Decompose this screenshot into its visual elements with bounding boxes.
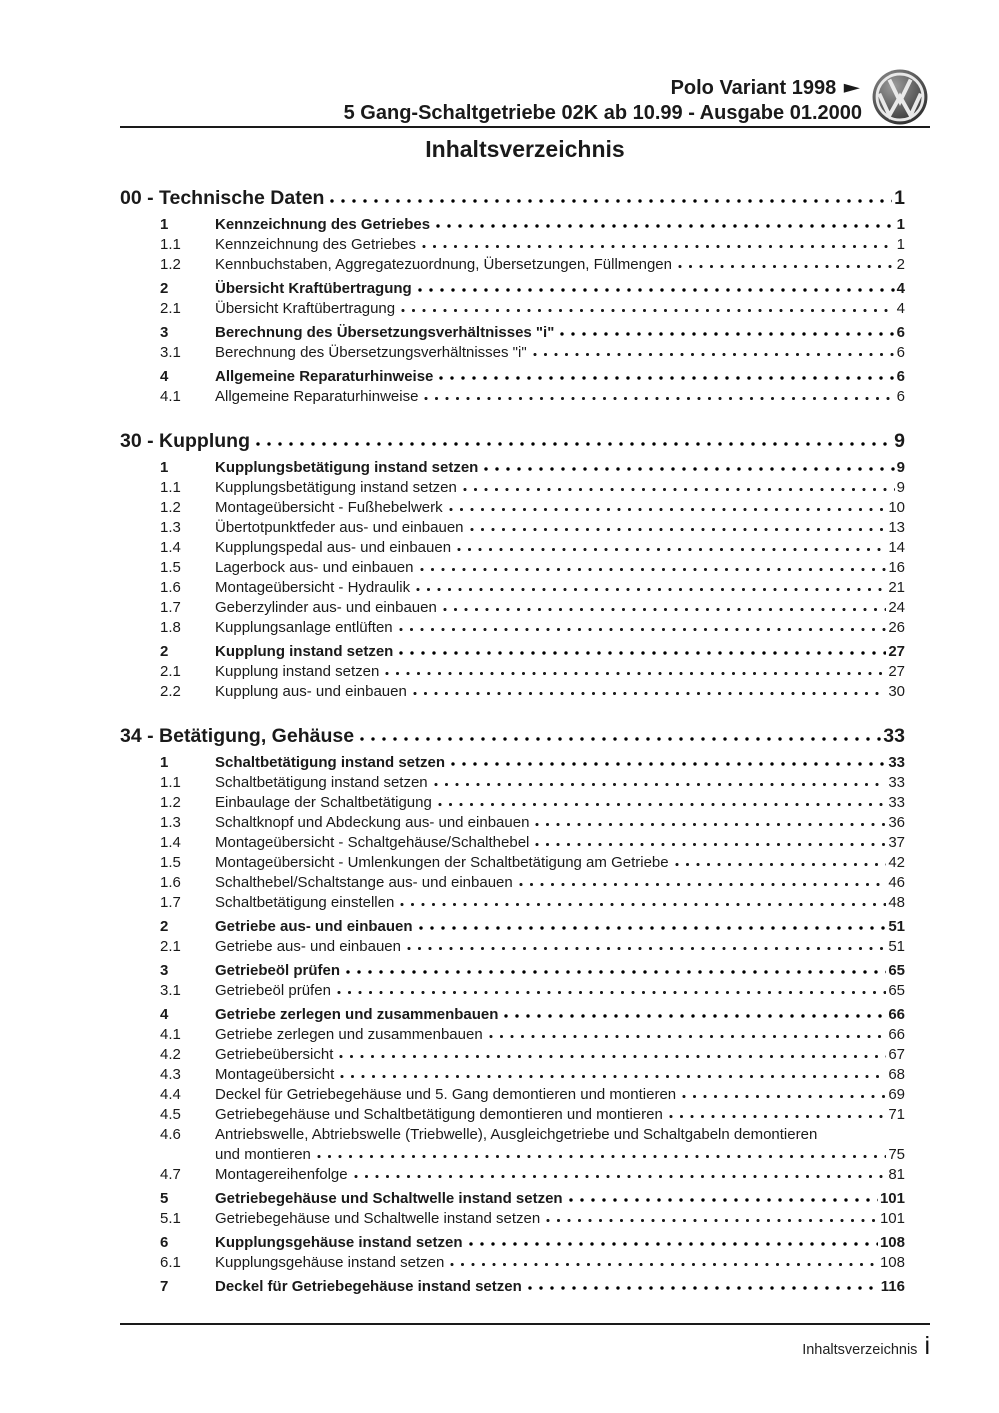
entry-number: 1.2	[160, 256, 181, 273]
entry-title: Schalthebel/Schaltstange aus- und einbauen	[215, 874, 513, 891]
entry-number: 4.1	[160, 388, 181, 405]
toc-entry	[120, 1125, 905, 1145]
entry-page-number: 14	[888, 539, 905, 556]
dot-leader	[489, 1034, 887, 1039]
dot-leader	[439, 375, 894, 381]
entry-number: 1.8	[160, 619, 181, 636]
dot-leader	[436, 223, 895, 229]
entry-page-number: 36	[888, 814, 905, 831]
chapter-title: 34 - Betätigung, Gehäuse	[120, 725, 355, 747]
entry-title: Montageübersicht - Hydraulik	[215, 579, 411, 596]
toc-entry	[120, 753, 905, 773]
entry-title: Kennzeichnung des Getriebes	[215, 216, 431, 233]
entry-number: 4.7	[160, 1166, 181, 1183]
toc-entry	[120, 773, 905, 793]
footer-divider	[120, 1323, 930, 1325]
entry-title: Montageübersicht - Fußhebelwerk	[215, 499, 443, 516]
entry-page-number: 51	[888, 918, 905, 935]
dot-leader	[463, 487, 895, 492]
entry-title: Getriebeöl prüfen	[215, 962, 341, 979]
toc-entry	[120, 937, 905, 957]
toc-entry	[120, 793, 905, 813]
dot-leader	[535, 842, 886, 847]
footer-page-number: i	[924, 1332, 930, 1360]
dot-leader	[669, 1114, 886, 1119]
entry-number: 1	[160, 216, 169, 233]
dot-leader	[535, 822, 886, 827]
entry-title: Allgemeine Reparaturhinweise	[215, 368, 434, 385]
entry-title: Lagerbock aus- und einbauen	[215, 559, 414, 576]
entry-page-number: 26	[888, 619, 905, 636]
entry-page-number: 71	[888, 1106, 905, 1123]
entry-page-number: 65	[888, 982, 905, 999]
entry-page-number: 65	[888, 962, 905, 979]
dot-leader	[399, 627, 887, 632]
dot-leader	[450, 1262, 878, 1267]
dot-leader	[457, 547, 886, 552]
model-arrow-icon: ►	[838, 79, 866, 97]
toc-entry	[120, 917, 905, 937]
entry-title: Geberzylinder aus- und einbauen	[215, 599, 437, 616]
entry-number: 2.1	[160, 663, 181, 680]
entry-title: Übersicht Kraftübertragung	[215, 300, 396, 317]
toc-entry	[120, 323, 905, 343]
entry-page-number: 33	[888, 774, 905, 791]
dot-leader	[469, 1241, 878, 1247]
toc-entry	[120, 387, 905, 407]
entry-page-number: 30	[888, 683, 905, 700]
entry-title: Kupplungsbetätigung instand setzen	[215, 459, 479, 476]
table-of-contents	[120, 186, 905, 1297]
entry-title: Übersicht Kraftübertragung	[215, 280, 412, 297]
entry-title: Berechnung des Übersetzungsverhältnisses "i"	[215, 324, 555, 341]
dot-leader	[419, 925, 887, 931]
entry-page-number: 67	[888, 1046, 905, 1063]
entry-number: 1.6	[160, 579, 181, 596]
toc-entry	[120, 255, 905, 275]
entry-number: 6	[160, 1234, 169, 1251]
dot-leader	[420, 567, 887, 572]
entry-number: 3	[160, 962, 169, 979]
entry-title: Deckel für Getriebegehäuse instand setzen	[215, 1278, 522, 1295]
entry-page-number: 1	[896, 236, 905, 253]
toc-chapter-row	[120, 724, 905, 748]
entry-page-number: 1	[896, 216, 905, 233]
entry-title: Montagereihenfolge	[215, 1166, 348, 1183]
entry-number: 1.4	[160, 539, 181, 556]
toc-entry	[120, 662, 905, 682]
entry-title: Kupplungsanlage entlüften	[215, 619, 393, 636]
entry-title: Getriebeübersicht	[215, 1046, 334, 1063]
toc-entry	[120, 598, 905, 618]
chapter-title: 30 - Kupplung	[120, 430, 250, 452]
vw-logo-icon	[872, 69, 928, 125]
dot-leader	[682, 1094, 886, 1099]
dot-leader	[416, 587, 886, 592]
entry-number: 1	[160, 754, 169, 771]
entry-page-number: 81	[888, 1166, 905, 1183]
entry-page-number: 116	[880, 1278, 905, 1295]
entry-number: 1.3	[160, 814, 181, 831]
entry-page-number: 33	[888, 754, 905, 771]
entry-page-number: 4	[896, 280, 905, 297]
entry-title: Schaltknopf und Abdeckung aus- und einbauen	[215, 814, 530, 831]
entry-number: 3	[160, 324, 169, 341]
entry-number: 1.1	[160, 236, 181, 253]
entry-number: 2	[160, 918, 169, 935]
entry-number: 1.5	[160, 559, 181, 576]
entry-number: 2.1	[160, 300, 181, 317]
dot-leader	[340, 1074, 886, 1079]
entry-number: 1.3	[160, 519, 181, 536]
entry-title: Schaltbetätigung instand setzen	[215, 774, 428, 791]
dot-leader	[569, 1197, 878, 1203]
page-footer	[802, 1334, 930, 1359]
toc-entry	[120, 1253, 905, 1273]
entry-number: 2.2	[160, 683, 181, 700]
entry-page-number: 66	[888, 1026, 905, 1043]
toc-entry	[120, 1105, 905, 1125]
entry-page-number: 27	[888, 663, 905, 680]
toc-entry	[120, 1005, 905, 1025]
entry-page-number: 27	[888, 643, 905, 660]
entry-page-number: 13	[888, 519, 905, 536]
entry-title: Kennzeichnung des Getriebes	[215, 236, 416, 253]
entry-page-number: 9	[896, 479, 905, 496]
toc-section	[120, 186, 905, 407]
entry-page-number: 9	[896, 459, 905, 476]
entry-page-number: 108	[879, 1234, 905, 1251]
entry-title: Kupplungspedal aus- und einbauen	[215, 539, 452, 556]
chapter-title: 00 - Technische Daten	[120, 187, 325, 209]
entry-number: 1.7	[160, 894, 181, 911]
entry-title: Getriebe zerlegen und zusammenbauen	[215, 1006, 499, 1023]
toc-entry	[120, 215, 905, 235]
entry-number: 2	[160, 280, 169, 297]
header-model-line	[344, 76, 866, 101]
entry-title: Getriebegehäuse und Schaltwelle instand setzen	[215, 1190, 563, 1207]
entry-number: 2.1	[160, 938, 181, 955]
toc-entry	[120, 458, 905, 478]
dot-leader	[330, 198, 892, 204]
toc-entry	[120, 578, 905, 598]
entry-title: Getriebe aus- und einbauen	[215, 938, 401, 955]
entry-title: Kupplungsgehäuse instand setzen	[215, 1254, 445, 1271]
toc-entry	[120, 833, 905, 853]
entry-number: 4.5	[160, 1106, 181, 1123]
entry-number: 1.4	[160, 834, 181, 851]
toc-entry	[120, 367, 905, 387]
toc-entry	[120, 1045, 905, 1065]
entry-number: 4	[160, 368, 169, 385]
dot-leader	[438, 802, 886, 807]
entry-number: 5.1	[160, 1210, 181, 1227]
dot-leader	[484, 466, 894, 472]
entry-title: Berechnung des Übersetzungsverhältnisses "i"	[215, 344, 527, 361]
toc-entry	[120, 682, 905, 702]
toc-chapter-row	[120, 429, 905, 453]
entry-number: 1.1	[160, 774, 181, 791]
entry-title: Getriebe zerlegen und zusammenbauen	[215, 1026, 483, 1043]
dot-leader	[424, 396, 894, 401]
entry-title: Kupplungsbetätigung instand setzen	[215, 479, 457, 496]
dot-leader	[399, 650, 886, 656]
header-text	[343, 76, 866, 126]
toc-section	[120, 429, 905, 702]
header-model-label: Polo Variant 1998	[670, 77, 837, 99]
chapter-page-number: 33	[883, 725, 905, 747]
toc-entry	[120, 1189, 905, 1209]
entry-page-number: 48	[888, 894, 905, 911]
entry-page-number: 16	[888, 559, 905, 576]
entry-title: Schaltbetätigung instand setzen	[215, 754, 446, 771]
entry-number: 3.1	[160, 982, 181, 999]
entry-title: Montageübersicht - Schaltgehäuse/Schalthebel	[215, 834, 530, 851]
page-title: Inhaltsverzeichnis	[425, 136, 625, 162]
toc-entry	[120, 498, 905, 518]
header-edition-line: 5 Gang-Schaltgetriebe 02K ab 10.99 - Ausgabe 01.2000	[343, 102, 862, 124]
entry-page-number: 21	[888, 579, 905, 596]
entry-page-number: 51	[888, 938, 905, 955]
toc-entry	[120, 618, 905, 638]
toc-chapter-row	[120, 186, 905, 210]
dot-leader	[434, 782, 887, 787]
toc-entry	[120, 1085, 905, 1105]
dot-leader	[400, 902, 886, 907]
dot-leader	[256, 441, 892, 447]
entry-number: 5	[160, 1190, 169, 1207]
dot-leader	[560, 331, 894, 337]
toc-entry	[120, 558, 905, 578]
entry-number: 3.1	[160, 344, 181, 361]
toc-section	[120, 724, 905, 1297]
entry-page-number: 4	[896, 300, 905, 317]
toc-entry	[120, 343, 905, 363]
dot-leader	[360, 736, 881, 742]
entry-title: Getriebe aus- und einbauen	[215, 918, 413, 935]
dot-leader	[546, 1218, 878, 1223]
toc-entry-continuation	[120, 1145, 905, 1165]
toc-entry	[120, 235, 905, 255]
dot-leader	[346, 969, 886, 975]
entry-title: Antriebswelle, Abtriebswelle (Triebwelle), Ausgleichgetriebe und Schaltgabeln demontieren	[215, 1126, 818, 1143]
toc-entry	[120, 961, 905, 981]
entry-title: Kennbuchstaben, Aggregatezuordnung, Übersetzungen, Füllmengen	[215, 256, 672, 273]
entry-page-number: 10	[888, 499, 905, 516]
dot-leader	[533, 352, 895, 357]
dot-leader	[339, 1054, 886, 1059]
toc-entry	[120, 1277, 905, 1297]
dot-leader	[413, 691, 886, 696]
chapter-page-number: 9	[894, 430, 905, 452]
entry-number: 1.7	[160, 599, 181, 616]
entry-page-number: 6	[896, 388, 905, 405]
entry-title: Allgemeine Reparaturhinweise	[215, 388, 419, 405]
dot-leader	[418, 287, 895, 293]
entry-page-number: 75	[888, 1146, 905, 1163]
dot-leader	[528, 1285, 879, 1291]
entry-page-number: 37	[888, 834, 905, 851]
dot-leader	[504, 1013, 886, 1019]
toc-entry	[120, 981, 905, 1001]
entry-page-number: 101	[879, 1210, 905, 1227]
footer-label: Inhaltsverzeichnis	[802, 1342, 918, 1358]
entry-number: 4.2	[160, 1046, 181, 1063]
dot-leader	[678, 264, 895, 269]
chapter-page-number: 1	[894, 187, 905, 209]
dot-leader	[385, 671, 886, 676]
entry-number: 1.2	[160, 499, 181, 516]
entry-number: 1	[160, 459, 169, 476]
entry-page-number: 6	[896, 344, 905, 361]
toc-entry	[120, 538, 905, 558]
toc-entry	[120, 279, 905, 299]
entry-page-number: 24	[888, 599, 905, 616]
entry-title: Getriebegehäuse und Schaltwelle instand setzen	[215, 1210, 541, 1227]
entry-page-number: 6	[896, 324, 905, 341]
dot-leader	[337, 990, 886, 995]
entry-title: Kupplungsgehäuse instand setzen	[215, 1234, 463, 1251]
dot-leader	[401, 308, 895, 313]
entry-page-number: 46	[888, 874, 905, 891]
entry-title: Montageübersicht	[215, 1066, 335, 1083]
toc-entry	[120, 873, 905, 893]
dot-leader	[354, 1174, 887, 1179]
toc-entry	[120, 813, 905, 833]
entry-title: Kupplung instand setzen	[215, 643, 394, 660]
dot-leader	[675, 862, 887, 867]
entry-number: 2	[160, 643, 169, 660]
entry-title: Schaltbetätigung einstellen	[215, 894, 395, 911]
dot-leader	[407, 946, 886, 951]
entry-title: Getriebeöl prüfen	[215, 982, 331, 999]
entry-page-number: 42	[888, 854, 905, 871]
entry-title-continued: und montieren	[215, 1146, 311, 1163]
entry-page-number: 2	[896, 256, 905, 273]
toc-entry	[120, 853, 905, 873]
entry-page-number: 66	[888, 1006, 905, 1023]
entry-number: 1.2	[160, 794, 181, 811]
toc-entry	[120, 518, 905, 538]
entry-number: 6.1	[160, 1254, 181, 1271]
dot-leader	[451, 761, 886, 767]
dot-leader	[443, 607, 886, 612]
toc-entry	[120, 1065, 905, 1085]
toc-entry	[120, 642, 905, 662]
entry-number: 4.4	[160, 1086, 181, 1103]
entry-number: 4	[160, 1006, 169, 1023]
dot-leader	[470, 527, 887, 532]
dot-leader	[449, 507, 887, 512]
entry-page-number: 6	[896, 368, 905, 385]
entry-number: 7	[160, 1278, 169, 1295]
entry-number: 1.5	[160, 854, 181, 871]
toc-entry	[120, 1233, 905, 1253]
entry-page-number: 108	[879, 1254, 905, 1271]
entry-number: 4.3	[160, 1066, 181, 1083]
entry-number: 4.6	[160, 1126, 181, 1143]
entry-title: Montageübersicht - Umlenkungen der Schaltbetätigung am Getriebe	[215, 854, 669, 871]
entry-title: Kupplung aus- und einbauen	[215, 683, 407, 700]
entry-number: 1.6	[160, 874, 181, 891]
header-divider	[120, 126, 930, 128]
entry-title: Einbaulage der Schaltbetätigung	[215, 794, 432, 811]
page-header	[344, 76, 928, 126]
toc-entry	[120, 1165, 905, 1185]
entry-page-number: 33	[888, 794, 905, 811]
entry-page-number: 69	[888, 1086, 905, 1103]
dot-leader	[422, 244, 895, 249]
entry-title: Übertotpunktfeder aus- und einbauen	[215, 519, 464, 536]
toc-entry	[120, 893, 905, 913]
entry-number: 1.1	[160, 479, 181, 496]
entry-page-number: 101	[879, 1190, 905, 1207]
dot-leader	[317, 1154, 886, 1159]
toc-entry	[120, 299, 905, 319]
entry-page-number: 68	[888, 1066, 905, 1083]
entry-title: Deckel für Getriebegehäuse und 5. Gang demontieren und montieren	[215, 1086, 677, 1103]
entry-title: Kupplung instand setzen	[215, 663, 380, 680]
toc-entry	[120, 478, 905, 498]
toc-entry	[120, 1209, 905, 1229]
entry-title: Getriebegehäuse und Schaltbetätigung demontieren und montieren	[215, 1106, 663, 1123]
entry-number: 4.1	[160, 1026, 181, 1043]
dot-leader	[519, 882, 887, 887]
toc-entry	[120, 1025, 905, 1045]
